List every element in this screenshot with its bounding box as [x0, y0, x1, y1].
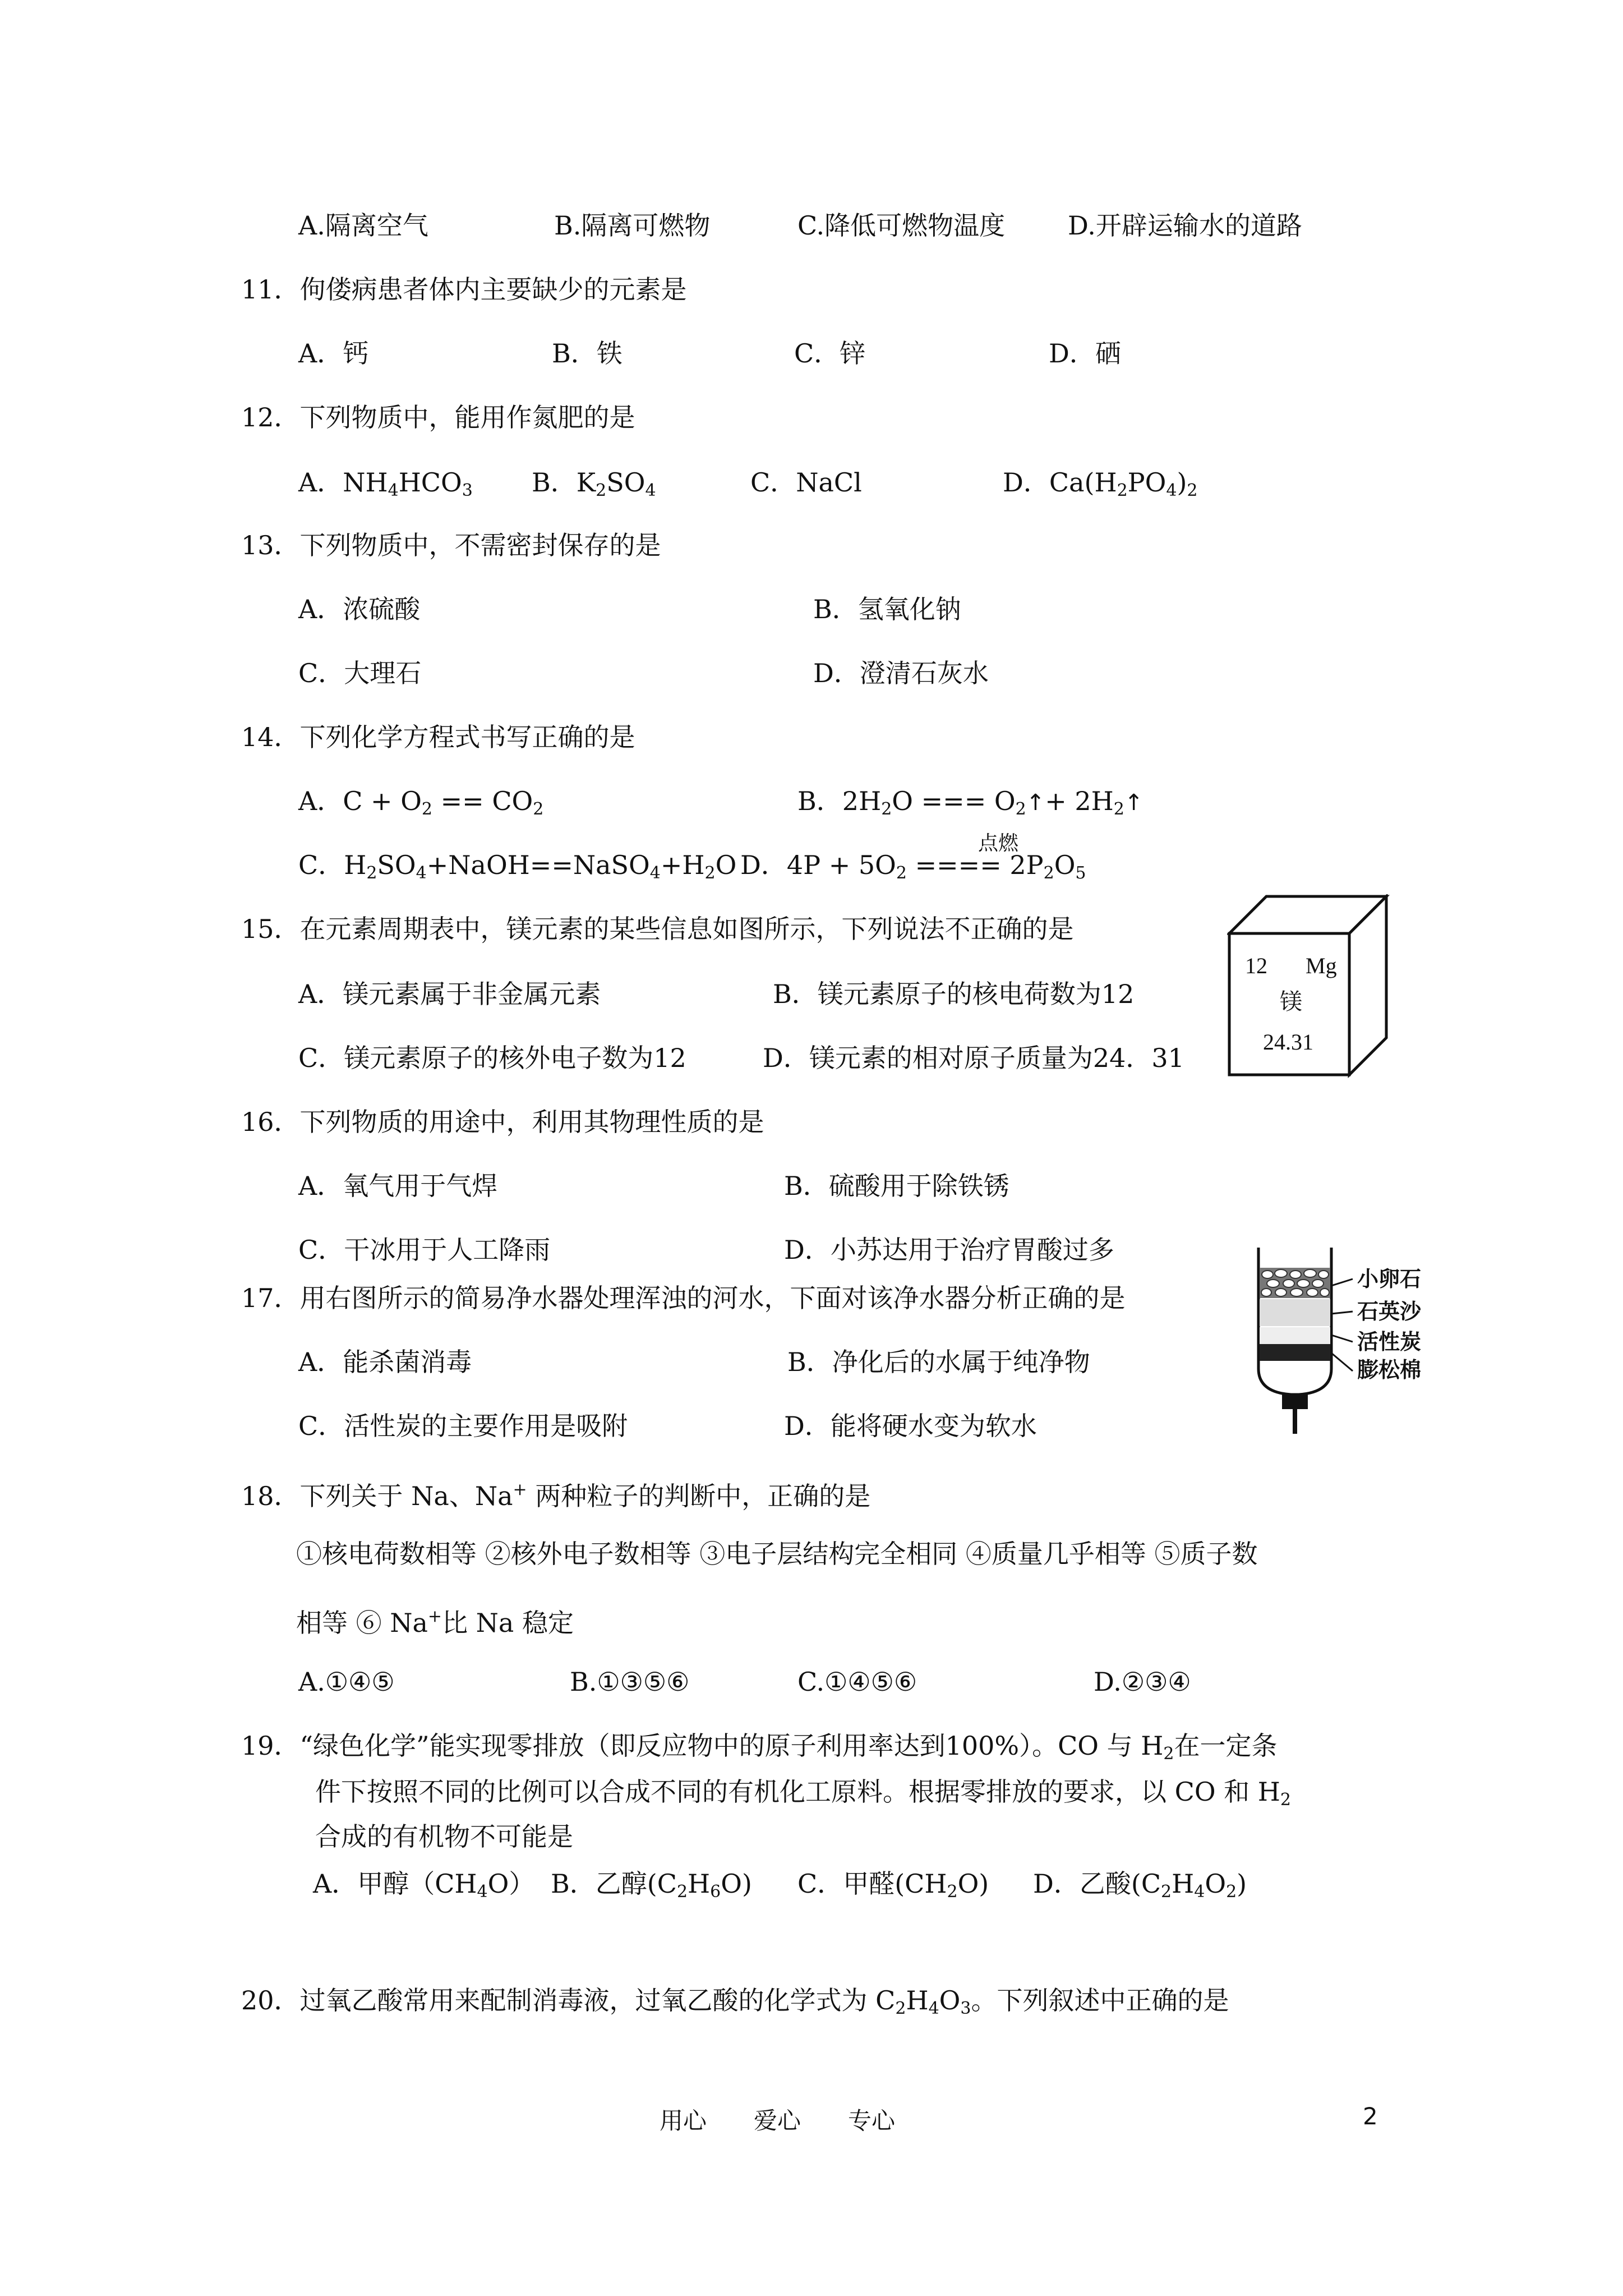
q10-option-d: D.开辟运输水的道路	[1068, 210, 1302, 241]
q14-option-c: C．$H_2SO_4+NaOH==NaSO_4+H_2O$	[298, 850, 737, 883]
q11-stem: 11．佝偻病患者体内主要缺少的元素是	[241, 274, 687, 305]
q14-option-b: B．$2H_2O$ === $O_2↑+$ $2H_2↑$	[797, 786, 1144, 819]
q15-option-a: A．镁元素属于非金属元素	[298, 979, 601, 1009]
q19-option-b: B．乙醇$(C_2H_6O)$	[551, 1869, 752, 1902]
q12-option-c: C．NaCl	[750, 467, 862, 498]
q10-option-a: A.隔离空气	[298, 210, 428, 241]
q13-option-d: D．澄清石灰水	[813, 658, 989, 688]
q12-stem: 12．下列物质中，能用作氮肥的是	[241, 402, 635, 432]
q15-option-b: B．镁元素原子的核电荷数为12	[773, 979, 1135, 1009]
q11-option-b: B．铁	[552, 338, 623, 369]
q19-option-a: A．甲醇$(CH_4O)$	[313, 1869, 535, 1902]
q16-option-b: B．硫酸用于除铁锈	[784, 1171, 1009, 1201]
q15-option-c: C．镁元素原子的核外电子数为12	[298, 1043, 686, 1073]
q19-option-c: C．甲醛$(CH_2O)$	[797, 1869, 989, 1902]
q10-option-b: B.隔离可燃物	[554, 210, 711, 241]
q15-stem: 15．在元素周期表中，镁元素的某些信息如图所示，下列说法不正确的是	[241, 914, 1074, 944]
filter-label-pebbles: 小卵石	[1357, 1266, 1422, 1291]
page-number: 2	[1363, 2102, 1378, 2130]
q18-option-d: D.②③④	[1094, 1667, 1191, 1697]
page-footer-motto: 用心 爱心 专心	[660, 2107, 896, 2134]
q12-option-d: D．$Ca(H_2PO_4)_2$	[1003, 467, 1198, 500]
cube-element-symbol: Mg	[1306, 953, 1337, 978]
q19-stem-line1: 19．“绿色化学”能实现零排放（即反应物中的原子利用率达到100%）。CO 与 $H_2$在一定条	[241, 1731, 1278, 1764]
q12-option-a: A．$NH_4HCO_3$	[298, 467, 473, 500]
q19-stem-line2: 件下按照不同的比例可以合成不同的有机化工原料。根据零排放的要求，以 CO 和 $H_2$	[315, 1777, 1291, 1810]
q18-option-a: A.①④⑤	[298, 1667, 395, 1697]
cube-atomic-mass: 24.31	[1263, 1029, 1313, 1055]
q13-stem: 13．下列物质中，不需密封保存的是	[241, 530, 661, 560]
q10-option-c: C.降低可燃物温度	[797, 210, 1006, 241]
q18-option-c: C.①④⑤⑥	[797, 1667, 917, 1697]
q16-option-c: C．干冰用于人工降雨	[298, 1235, 551, 1265]
q16-option-d: D．小苏达用于治疗胃酸过多	[784, 1235, 1114, 1265]
q20-stem: 20．过氧乙酸常用来配制消毒液，过氧乙酸的化学式为 $C_2H_4O_3$。下列叙述中正确的是	[241, 1985, 1229, 2018]
q12-option-b: B．$K_2SO_4$	[532, 467, 656, 500]
q18-statements-line1: ①核电荷数相等 ②核外电子数相等 ③电子层结构完全相同 ④质量几乎相等 ⑤质子数	[296, 1539, 1258, 1569]
filter-label-quartz-sand: 石英沙	[1357, 1299, 1422, 1324]
q18-option-b: B.①③⑤⑥	[570, 1667, 690, 1697]
q18-statements-line2: 相等 ⑥ Na+比 Na 稳定	[296, 1607, 574, 1638]
q19-stem-line3: 合成的有机物不可能是	[315, 1821, 573, 1852]
q13-option-b: B．氢氧化钠	[813, 594, 961, 624]
q14-option-a: A．$C + O_2 == CO_2$	[298, 786, 544, 819]
q16-stem: 16．下列物质的用途中，利用其物理性质的是	[241, 1107, 764, 1137]
q13-option-c: C．大理石	[298, 658, 422, 688]
q13-option-a: A．浓硫酸	[298, 594, 421, 624]
filter-label-cotton: 膨松棉	[1357, 1357, 1422, 1382]
q17-option-d: D．能将硬水变为软水	[784, 1411, 1037, 1441]
q14-option-d: D．$4P + 5O_2$ ==== $2P_2O_5$	[740, 850, 1086, 883]
water-filter-diagram	[1246, 1245, 1358, 1436]
q19-option-d: D．乙酸$(C_2H_4O_2)$	[1033, 1869, 1247, 1902]
q17-option-a: A．能杀菌消毒	[298, 1347, 472, 1377]
q14-option-d-condition: 点燃	[978, 832, 1019, 855]
q11-option-c: C．锌	[794, 338, 866, 369]
cube-element-name: 镁	[1280, 989, 1302, 1015]
filter-label-activated-carbon: 活性炭	[1357, 1329, 1422, 1354]
q11-option-a: A．钙	[298, 338, 369, 369]
q17-stem: 17．用右图所示的简易净水器处理浑浊的河水，下面对该净水器分析正确的是	[241, 1283, 1126, 1313]
q14-stem: 14．下列化学方程式书写正确的是	[241, 722, 635, 752]
q11-option-d: D．硒	[1049, 338, 1121, 369]
q18-stem: 18．下列关于 Na、Na+ 两种粒子的判断中，正确的是	[241, 1480, 871, 1511]
q15-option-d: D．镁元素的相对原子质量为24．31	[763, 1043, 1184, 1073]
cube-atomic-number: 12	[1245, 953, 1267, 978]
q17-option-c: C．活性炭的主要作用是吸附	[298, 1411, 628, 1441]
q16-option-a: A．氧气用于气焊	[298, 1171, 498, 1201]
q17-option-b: B．净化后的水属于纯净物	[787, 1347, 1090, 1377]
